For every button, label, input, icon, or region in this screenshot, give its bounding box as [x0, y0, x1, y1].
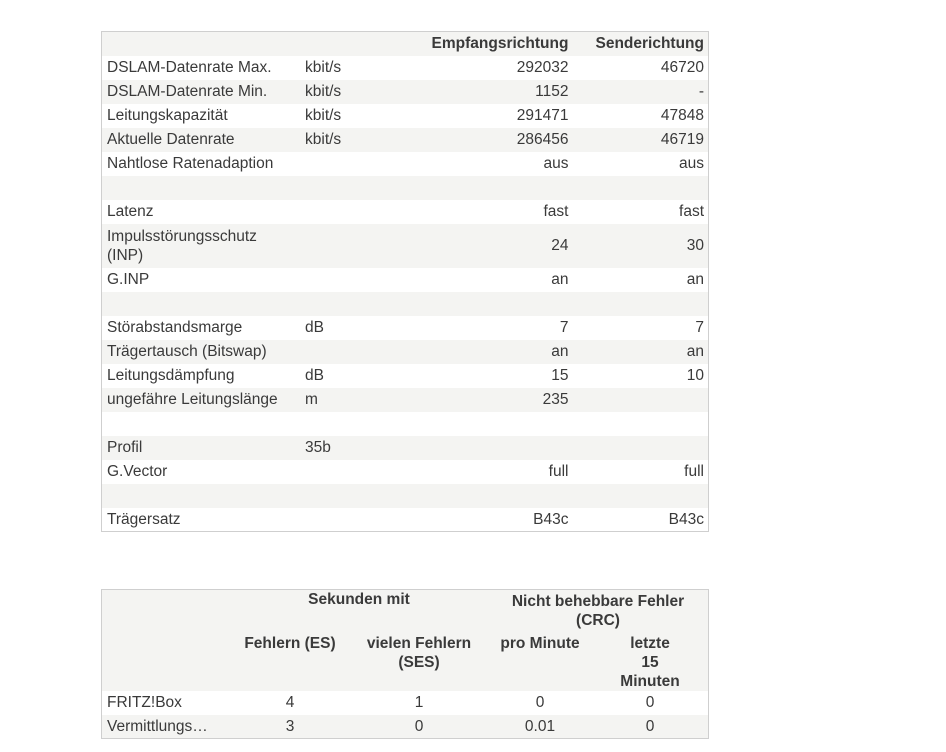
tx-value [572, 412, 708, 436]
row-label: G.Vector [107, 463, 168, 480]
rx-value: full [548, 463, 569, 480]
table-row [102, 388, 709, 412]
unit-value [301, 176, 404, 200]
tx-value: an [686, 271, 704, 288]
tx-value [572, 484, 708, 508]
unit-value: dB [305, 319, 324, 336]
tx-value: an [686, 343, 704, 360]
row-label: Leitungskapazität [107, 107, 228, 124]
group-header-crc: Nicht behebbare Fehler (CRC) [511, 593, 685, 629]
unit-value [301, 340, 404, 364]
row-label: Profil [107, 439, 143, 456]
tx-value: 10 [686, 367, 704, 384]
rx-value: aus [543, 155, 569, 172]
row-label: Nahtlose Ratenadaption [107, 155, 274, 172]
row-label: G.INP [107, 271, 150, 288]
row-label: ungefähre Leitungslänge [107, 391, 278, 408]
crc-min-value: 0.01 [524, 717, 556, 735]
row-label: Leitungsdämpfung [107, 367, 235, 384]
row-label: Vermittlungs… [107, 717, 208, 735]
rx-value: 291471 [516, 107, 569, 124]
tx-value: 47848 [660, 107, 704, 124]
unit-value [301, 292, 404, 316]
table-row [102, 436, 709, 460]
es-value: 3 [285, 717, 295, 735]
table-row [102, 104, 709, 128]
table-header-row [102, 32, 709, 56]
unit-value [301, 412, 404, 436]
table-row [102, 176, 709, 200]
unit-value [301, 460, 404, 484]
unit-value [301, 508, 404, 532]
tx-value [572, 436, 708, 460]
unit-value [301, 152, 404, 176]
table-row [102, 292, 709, 316]
tx-value: 46720 [660, 59, 704, 76]
table-row [102, 56, 709, 80]
unit-value: m [305, 391, 318, 408]
table-header-row [102, 590, 709, 634]
table-row [102, 128, 709, 152]
unit-value [301, 484, 404, 508]
row-label: DSLAM-Datenrate Min. [107, 83, 268, 100]
header-ses: vielen Fehlern (SES) [366, 634, 472, 671]
tx-value: full [684, 463, 704, 480]
rx-value: 24 [551, 237, 569, 254]
rx-value: 286456 [516, 131, 569, 148]
row-label: Störabstandsmarge [107, 319, 243, 336]
table-row [102, 364, 709, 388]
table-row [102, 316, 709, 340]
tx-value [572, 388, 708, 412]
crc-min-value: 0 [535, 694, 545, 711]
table-row [102, 340, 709, 364]
unit-value [301, 224, 404, 268]
tx-value [572, 292, 708, 316]
rx-value [404, 292, 572, 316]
tx-value: - [698, 83, 704, 100]
table-row [102, 224, 709, 268]
row-label: Latenz [107, 203, 154, 220]
header-tx: Senderichtung [595, 35, 704, 53]
rx-value: 292032 [516, 59, 569, 76]
rx-value: 1152 [535, 83, 569, 100]
error-table [101, 589, 709, 739]
row-label [102, 292, 302, 316]
unit-value: 35b [305, 439, 331, 456]
row-label: Trägersatz [107, 510, 181, 528]
table-row [102, 691, 709, 715]
row-label [102, 484, 302, 508]
header-crc-15: letzte 15 Minuten [620, 634, 680, 690]
header-rx: Empfangsrichtung [431, 35, 569, 53]
table-row [102, 484, 709, 508]
unit-value: dB [305, 367, 324, 384]
rx-value [404, 484, 572, 508]
row-label: Aktuelle Datenrate [107, 131, 235, 148]
table-row [102, 80, 709, 104]
rx-value: 235 [542, 391, 569, 408]
tx-value: aus [679, 155, 704, 172]
table-row [102, 200, 709, 224]
tx-value [572, 176, 708, 200]
row-label: Trägertausch (Bitswap) [107, 343, 267, 360]
rx-value: an [551, 271, 569, 288]
tx-value: fast [679, 203, 704, 220]
ses-value: 0 [414, 717, 424, 735]
row-label: FRITZ!Box [107, 694, 182, 711]
rx-value [404, 436, 572, 460]
group-header-seconds: Sekunden mit [308, 591, 410, 608]
rx-value: 7 [559, 319, 569, 336]
table-row [102, 412, 709, 436]
crc-15-value: 0 [645, 717, 655, 735]
table-row [102, 268, 709, 292]
rx-value: an [551, 343, 569, 360]
es-value: 4 [285, 694, 295, 711]
tx-value: B43c [668, 510, 704, 528]
unit-value [301, 200, 404, 224]
rx-value [404, 176, 572, 200]
unit-value: kbit/s [305, 107, 342, 124]
unit-value: kbit/s [305, 83, 342, 100]
table-row [102, 460, 709, 484]
rx-value [404, 412, 572, 436]
ses-value: 1 [414, 694, 424, 711]
table-row [102, 152, 709, 176]
dsl-line-table [101, 31, 709, 532]
rx-value: 15 [551, 367, 569, 384]
header-es: Fehlern (ES) [244, 634, 336, 652]
unit-value [301, 268, 404, 292]
table-row [102, 715, 709, 739]
row-label: Impulsstörungsschutz (INP) [107, 227, 257, 264]
unit-value: kbit/s [305, 59, 342, 76]
table-subheader-row [102, 634, 709, 691]
row-label [102, 412, 302, 436]
unit-value: kbit/s [305, 131, 342, 148]
header-crc-min: pro Minute [500, 634, 580, 652]
tx-value: 7 [695, 319, 704, 336]
row-label: DSLAM-Datenrate Max. [107, 59, 272, 76]
tx-value: 30 [686, 237, 704, 254]
tx-value: 46719 [660, 131, 704, 148]
table-row [102, 508, 709, 532]
rx-value: fast [543, 203, 569, 220]
rx-value: B43c [533, 510, 569, 528]
crc-15-value: 0 [645, 694, 655, 711]
row-label [102, 176, 302, 200]
